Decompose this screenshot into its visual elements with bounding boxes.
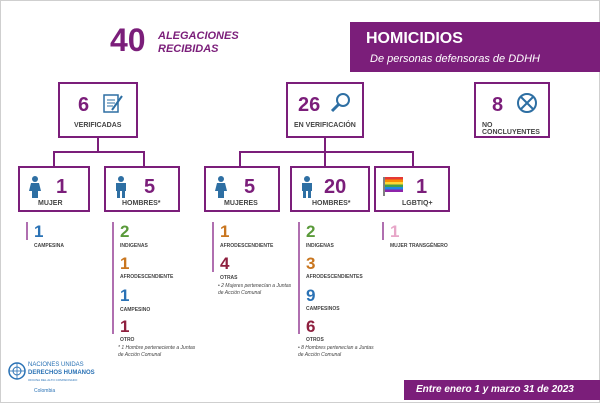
- man-icon: [300, 176, 314, 198]
- detail-label: OTROS: [306, 337, 324, 343]
- org-name-1: NACIONES UNIDAS: [28, 362, 84, 368]
- verified-value: 6: [78, 94, 90, 116]
- magnifier-icon: [330, 92, 352, 114]
- woman-icon: [214, 176, 228, 198]
- detail-value: 1: [34, 222, 44, 241]
- detail-bar: [382, 222, 384, 240]
- connector: [53, 151, 145, 153]
- rainbow-flag-icon: [382, 176, 404, 196]
- in-verification-label: EN VERIFICACIÓN: [294, 122, 356, 129]
- group-pending-men: [290, 166, 370, 212]
- verified-box: [58, 82, 138, 138]
- detail-label: INDIGENAS: [120, 243, 148, 249]
- detail-value: 9: [306, 286, 316, 305]
- detail-bar: [26, 222, 28, 240]
- pending-women-value: 5: [244, 176, 256, 198]
- detail-bar: [112, 222, 114, 334]
- woman-icon: [28, 176, 42, 198]
- title: HOMICIDIOS: [366, 30, 463, 47]
- inconclusive-box: [474, 82, 550, 138]
- org-country: Colombia: [34, 388, 56, 394]
- title-banner: [350, 22, 600, 72]
- group-verified-women: [18, 166, 90, 212]
- verified-women-value: 1: [56, 176, 68, 198]
- detail-value: 2: [120, 222, 130, 241]
- pending-men-label: HOMBRES*: [312, 200, 351, 207]
- total-alegaciones: 40: [110, 22, 146, 58]
- verified-label: VERIFICADAS: [74, 122, 122, 129]
- verified-women-label: MUJER: [38, 200, 63, 207]
- detail-label: OTRO: [120, 337, 135, 343]
- detail-bar: [298, 222, 300, 334]
- inconclusive-label: NO CONCLUYENTES: [482, 122, 540, 136]
- inconclusive-value: 8: [492, 94, 504, 116]
- pending-men-value: 20: [324, 176, 347, 198]
- in-verification-box: [286, 82, 364, 138]
- pending-women-label: MUJERES: [224, 200, 258, 207]
- detail-label: INDIGENAS: [306, 243, 334, 249]
- detail-value: 1: [390, 222, 400, 241]
- period-text: Entre enero 1 y marzo 31 de 2023: [416, 384, 574, 395]
- org-name-2: DERECHOS HUMANOS: [28, 370, 95, 376]
- detail-value: 1: [120, 254, 130, 273]
- detail-note: • 2 Mujeres pertenecían a Juntas de Acción Comunal: [218, 283, 292, 296]
- crossed-circle-icon: [516, 92, 538, 114]
- man-icon: [114, 176, 128, 198]
- detail-value: 3: [306, 254, 316, 273]
- group-verified-men: [104, 166, 180, 212]
- group-pending-lgbti: [374, 166, 450, 212]
- verified-men-value: 5: [144, 176, 156, 198]
- period-banner: [404, 380, 600, 400]
- total-label-1: ALEGACIONES: [158, 30, 239, 42]
- connector: [143, 151, 145, 167]
- connector: [324, 151, 326, 167]
- detail-label: AFRODESCENDIENTE: [120, 274, 174, 280]
- detail-value: 1: [120, 286, 130, 305]
- un-logo-icon: [8, 362, 26, 380]
- detail-value: 4: [220, 254, 230, 273]
- detail-value: 2: [306, 222, 316, 241]
- detail-label: CAMPESINO: [120, 307, 151, 313]
- pending-lgbti-value: 1: [416, 176, 428, 198]
- detail-value: 1: [120, 317, 130, 336]
- detail-note: * 1 Hombre perteneciente a Juntas de Acción Comunal: [118, 345, 196, 358]
- detail-label: CAMPESINOS: [306, 306, 340, 312]
- connector: [239, 151, 414, 153]
- org-name-3: OFICINA DEL ALTO COMISIONADO: [28, 378, 78, 382]
- detail-label: AFRODESCENDIENTE: [220, 243, 274, 249]
- detail-label: OTRAS: [220, 275, 238, 281]
- in-verification-value: 26: [298, 94, 321, 116]
- detail-bar: [212, 222, 214, 272]
- group-pending-women: [204, 166, 280, 212]
- detail-note: • 8 Hombres pertenecían a Juntas de Acción Comunal: [298, 345, 374, 358]
- detail-label: CAMPESINA: [34, 243, 65, 249]
- pending-lgbti-label: LGBTIQ+: [402, 200, 433, 207]
- subtitle: De personas defensoras de DDHH: [370, 53, 540, 65]
- detail-label: MUJER TRANSGÉNERO: [390, 243, 448, 249]
- connector: [53, 151, 55, 167]
- total-label-2: RECIBIDAS: [158, 43, 219, 55]
- detail-value: 6: [306, 317, 316, 336]
- connector: [412, 151, 414, 167]
- connector: [324, 138, 326, 152]
- detail-value: 1: [220, 222, 230, 241]
- connector: [239, 151, 241, 167]
- connector: [97, 138, 99, 152]
- verified-men-label: HOMBRES*: [122, 200, 161, 207]
- document-pen-icon: [102, 92, 124, 114]
- detail-label: AFRODESCENDIENTES: [306, 274, 363, 280]
